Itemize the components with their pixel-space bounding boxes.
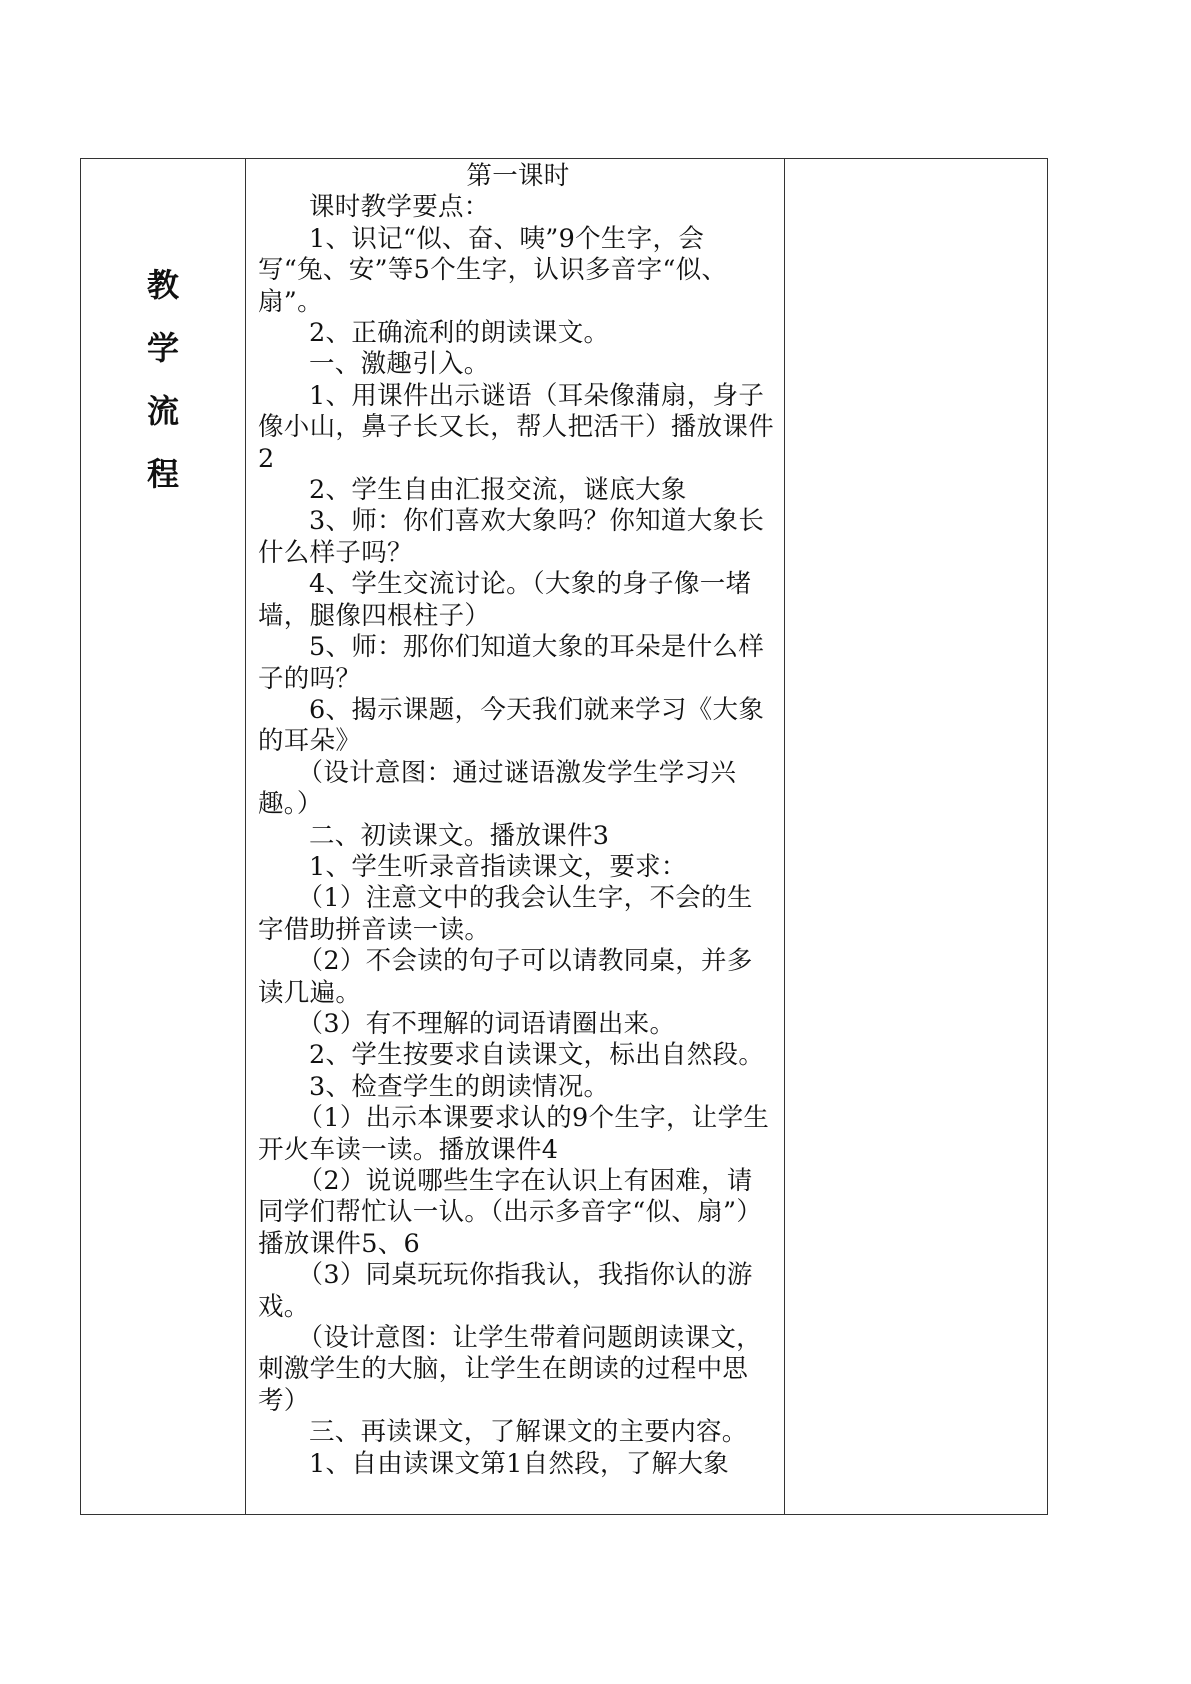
content-paragraph: 5、师：那你们知道大象的耳朵是什么样子的吗？ [258, 632, 765, 694]
section-label-cell [81, 159, 246, 1515]
content-paragraph: 3、师：你们喜欢大象吗？你知道大象长什么样子吗？ [258, 506, 765, 568]
lesson-plan-table [80, 158, 1048, 1515]
content-paragraph: 一、激趣引入。 [309, 349, 490, 380]
content-paragraph: （1）出示本课要求认的9个生字，让学生开火车读一读。播放课件4 [258, 1103, 770, 1165]
content-cell [246, 159, 785, 1515]
paragraph-list [258, 192, 778, 1480]
section-label [81, 266, 245, 521]
content-paragraph: （1）注意文中的我会认生字，不会的生字借助拼音读一读。 [258, 883, 753, 945]
content-paragraph: 6、揭示课题，今天我们就来学习《大象的耳朵》 [258, 694, 765, 757]
content-paragraph: 二、初读课文。播放课件3 [309, 820, 610, 851]
content-paragraph: 1、用课件出示谜语（耳朵像蒲扇，身子像小山，鼻子长又长，帮人把活干）播放课件2 [258, 380, 775, 474]
content-paragraph: （2）说说哪些生字在认识上有困难，请同学们帮忙认一认。（出示多音字“似、扇”）播放课件5、6 [258, 1166, 763, 1259]
content-paragraph: 2、学生按要求自读课文，标出自然段。 [309, 1040, 765, 1071]
content-paragraph: 2、正确流利的朗读课文。 [309, 318, 610, 349]
section-label-char: 教 [146, 266, 179, 304]
content-paragraph: 课时教学要点： [309, 192, 490, 223]
content-paragraph: （3）有不理解的词语请圈出来。 [297, 1008, 676, 1039]
notes-cell [785, 159, 1048, 1515]
content-paragraph: 4、学生交流讨论。（大象的身子像一堵墙，腿像四根柱子） [258, 569, 752, 631]
table-row [81, 159, 1048, 1515]
section-label-char: 程 [146, 455, 179, 493]
content-paragraph: 2、学生自由汇报交流，谜底大象 [309, 475, 687, 506]
content-paragraph: 3、检查学生的朗读情况。 [309, 1071, 610, 1102]
content-paragraph: （2）不会读的句子可以请教同桌，并多读几遍。 [258, 946, 753, 1008]
lesson-content [258, 159, 778, 1514]
content-paragraph: （3）同桌玩玩你指我认，我指你认的游戏。 [258, 1260, 753, 1322]
content-paragraph: 1、学生听录音指读课文，要求： [309, 851, 687, 882]
content-paragraph: 三、再读课文，了解课文的主要内容。 [309, 1417, 748, 1448]
section-label-char: 学 [146, 329, 179, 367]
lesson-title: 第一课时 [466, 161, 570, 191]
section-label-char: 流 [146, 392, 179, 430]
content-paragraph: （设计意图：让学生带着问题朗读课文，刺激学生的大脑，让学生在朗读的过程中思考） [258, 1323, 762, 1416]
content-paragraph: 1、自由读课文第1自然段，了解大象 [309, 1448, 730, 1479]
content-paragraph: 1、识记“似、奋、咦”9个生字，会写“兔、安”等5个生字，认识多音字“似、扇”。 [258, 223, 728, 317]
content-paragraph: （设计意图：通过谜语激发学生学习兴趣。） [258, 757, 737, 820]
